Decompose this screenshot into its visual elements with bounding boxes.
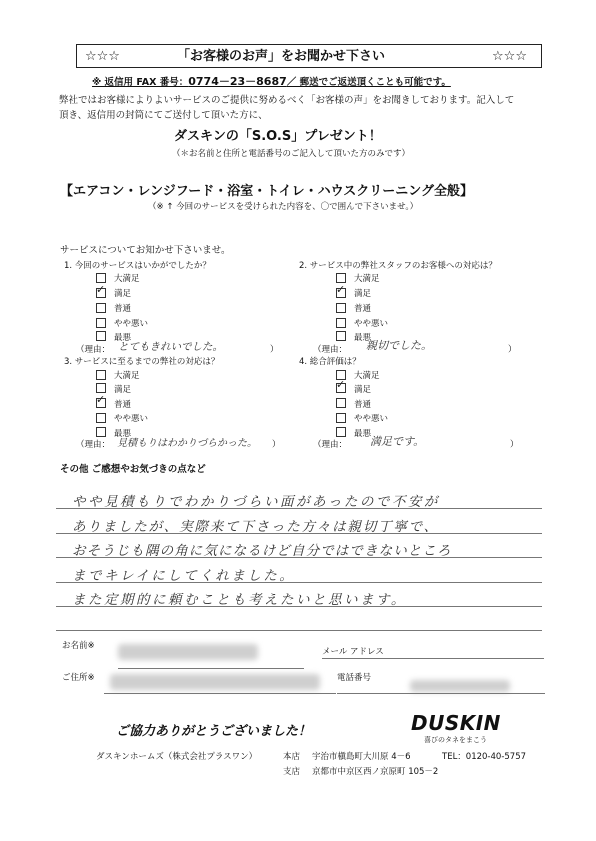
q1-checkbox-4[interactable] bbox=[96, 331, 106, 341]
q3-option-4: 最悪 bbox=[114, 429, 132, 439]
stars-right: ☆☆☆ bbox=[492, 49, 527, 64]
q2-reason-close: ） bbox=[508, 345, 517, 355]
hq-label: 本店 bbox=[283, 752, 301, 762]
q2-reason-text: 親切でした。 bbox=[366, 339, 432, 352]
services-note: （※ ↑ 今回のサービスを受けられた内容を、〇で囲んで下さいませ。） bbox=[148, 202, 419, 212]
q4-checkbox-3[interactable] bbox=[336, 413, 346, 423]
address-rule bbox=[104, 693, 336, 694]
page-title: 「お客様のお声」をお聞かせ下さい bbox=[177, 49, 386, 64]
q2-option-4: 最悪 bbox=[354, 333, 372, 343]
q3-option-1: 満足 bbox=[114, 385, 132, 395]
title-box bbox=[76, 44, 542, 68]
q2-option-3: やや悪い bbox=[354, 319, 389, 329]
q1-option-2: 普通 bbox=[114, 304, 132, 314]
q2-option-1: 満足 bbox=[354, 289, 372, 299]
tel: TEL：0120-40-5757 bbox=[442, 752, 527, 762]
intro-line-2: 頂き、返信用の封筒にてご送付して頂いた方に、 bbox=[59, 110, 268, 121]
services-heading: 【エアコン・レンジフード・浴室・トイレ・ハウスクリーニング全般】 bbox=[60, 184, 474, 199]
q3-checkbox-1[interactable] bbox=[96, 383, 106, 393]
q1-option-3: やや悪い bbox=[114, 319, 149, 329]
q3-reason-close: ） bbox=[272, 440, 281, 450]
q4-option-4: 最悪 bbox=[354, 429, 372, 439]
q3-option-0: 大満足 bbox=[114, 371, 140, 381]
q4-checkbox-2[interactable] bbox=[336, 398, 346, 408]
company-name: ダスキンホームズ（株式会社プラスワン） bbox=[96, 752, 258, 762]
q4-label: 4. 総合評価は？ bbox=[299, 357, 361, 367]
mail-rule bbox=[322, 658, 544, 659]
fax-line-post: ／ 郵送でご返送頂くことも可能です。 bbox=[286, 77, 451, 88]
q2-option-2: 普通 bbox=[354, 304, 372, 314]
hq-address: 宇治市槇島町大川原 4－6 bbox=[312, 752, 411, 762]
fax-line-pre: ※ 返信用 FAX 番号： bbox=[92, 77, 189, 88]
stars-left: ☆☆☆ bbox=[85, 49, 120, 64]
q1-checkbox-0[interactable] bbox=[96, 273, 106, 283]
fax-number: 0774－23－8687 bbox=[188, 75, 287, 88]
address-label: ご住所※ bbox=[62, 673, 95, 683]
mail-label: メール アドレス bbox=[322, 647, 384, 657]
name-redacted bbox=[118, 644, 258, 660]
comment-line-2: ありましたが、実際来て下さった方々は親切丁寧で、 bbox=[72, 519, 439, 535]
survey-heading: サービスについてお知かせ下さいませ。 bbox=[60, 245, 231, 256]
name-label: お名前※ bbox=[62, 641, 95, 651]
branch-label: 支店 bbox=[283, 767, 301, 777]
phone-rule bbox=[337, 693, 545, 694]
address-redacted bbox=[110, 674, 320, 690]
q1-reason-label: （理由： bbox=[76, 345, 111, 355]
comment-line-1: やや見積もりでわかりづらい面があったので不安が bbox=[72, 494, 440, 510]
q2-option-0: 大満足 bbox=[354, 274, 380, 284]
q1-checkbox-1[interactable] bbox=[96, 288, 106, 298]
q1-checkbox-2[interactable] bbox=[96, 303, 106, 313]
q1-option-1: 満足 bbox=[114, 289, 132, 299]
q2-checkbox-2[interactable] bbox=[336, 303, 346, 313]
q2-reason-label: （理由： bbox=[313, 345, 348, 355]
q4-reason-close: ） bbox=[510, 440, 519, 450]
fax-line bbox=[92, 73, 451, 89]
q3-option-2: 普通 bbox=[114, 400, 132, 410]
comment-line-4: までキレイにしてくれました。 bbox=[72, 568, 296, 584]
present-note: （＊お名前と住所と電話番号のご記入して頂いた方のみです） bbox=[172, 149, 411, 159]
phone-redacted bbox=[410, 680, 510, 692]
q3-checkbox-0[interactable] bbox=[96, 370, 106, 380]
name-rule bbox=[118, 668, 304, 669]
q4-option-2: 普通 bbox=[354, 400, 372, 410]
branch-address: 京都市中京区西ノ京原町 105－2 bbox=[312, 767, 439, 777]
q3-label: 3. サービスに至るまでの弊社の対応は？ bbox=[64, 357, 220, 367]
q1-reason-close: ） bbox=[270, 345, 279, 355]
q4-option-3: やや悪い bbox=[354, 414, 389, 424]
q4-option-1: 満足 bbox=[354, 385, 372, 395]
q1-option-4: 最悪 bbox=[114, 333, 132, 343]
q2-checkbox-0[interactable] bbox=[336, 273, 346, 283]
q3-checkbox-4[interactable] bbox=[96, 427, 106, 437]
q1-option-0: 大満足 bbox=[114, 274, 140, 284]
q2-label: 2. サービス中の弊社スタッフのお客様への対応は？ bbox=[299, 261, 497, 271]
q4-reason-text: 満足です。 bbox=[370, 435, 425, 448]
thanks-text: ご協力ありがとうございました！ bbox=[116, 724, 312, 739]
q4-option-0: 大満足 bbox=[354, 371, 380, 381]
q3-checkbox-3[interactable] bbox=[96, 413, 106, 423]
q4-checkbox-4[interactable] bbox=[336, 427, 346, 437]
duskin-logo: DUSKIN bbox=[411, 711, 501, 735]
comments-heading: その他 ご感想やお気づきの点など bbox=[60, 464, 206, 475]
q3-reason-label: （理由： bbox=[76, 440, 111, 450]
comment-line-5: また定期的に頼むことも考えたいと思います。 bbox=[72, 592, 407, 608]
q1-checkbox-3[interactable] bbox=[96, 318, 106, 328]
q4-reason-label: （理由： bbox=[313, 440, 348, 450]
q1-reason-text: とてもきれいでした。 bbox=[118, 341, 223, 353]
phone-label: 電話番号 bbox=[337, 673, 372, 683]
present-heading: ダスキンの「S.O.S」プレゼント！ bbox=[174, 129, 382, 144]
comment-line-3: おそうじも隅の角に気になるけど自分ではできないところ bbox=[72, 543, 452, 559]
intro-line-1: 弊社ではお客様によりよいサービスのご提供に努めるべく「お客様の声」をお聞きしております。記入して bbox=[59, 95, 515, 106]
q3-option-3: やや悪い bbox=[114, 414, 149, 424]
q3-reason-text: 見積もりはわかりづらかった。 bbox=[117, 438, 257, 449]
q2-checkbox-1[interactable] bbox=[336, 288, 346, 298]
q4-checkbox-1[interactable] bbox=[336, 383, 346, 393]
q3-checkbox-2[interactable] bbox=[96, 398, 106, 408]
comment-rule-6 bbox=[56, 630, 542, 631]
q1-label: 1. 今回のサービスはいかがでしたか？ bbox=[64, 261, 211, 271]
q2-checkbox-3[interactable] bbox=[336, 318, 346, 328]
q2-checkbox-4[interactable] bbox=[336, 331, 346, 341]
logo-tagline: 喜びのタネをまこう bbox=[424, 736, 487, 744]
